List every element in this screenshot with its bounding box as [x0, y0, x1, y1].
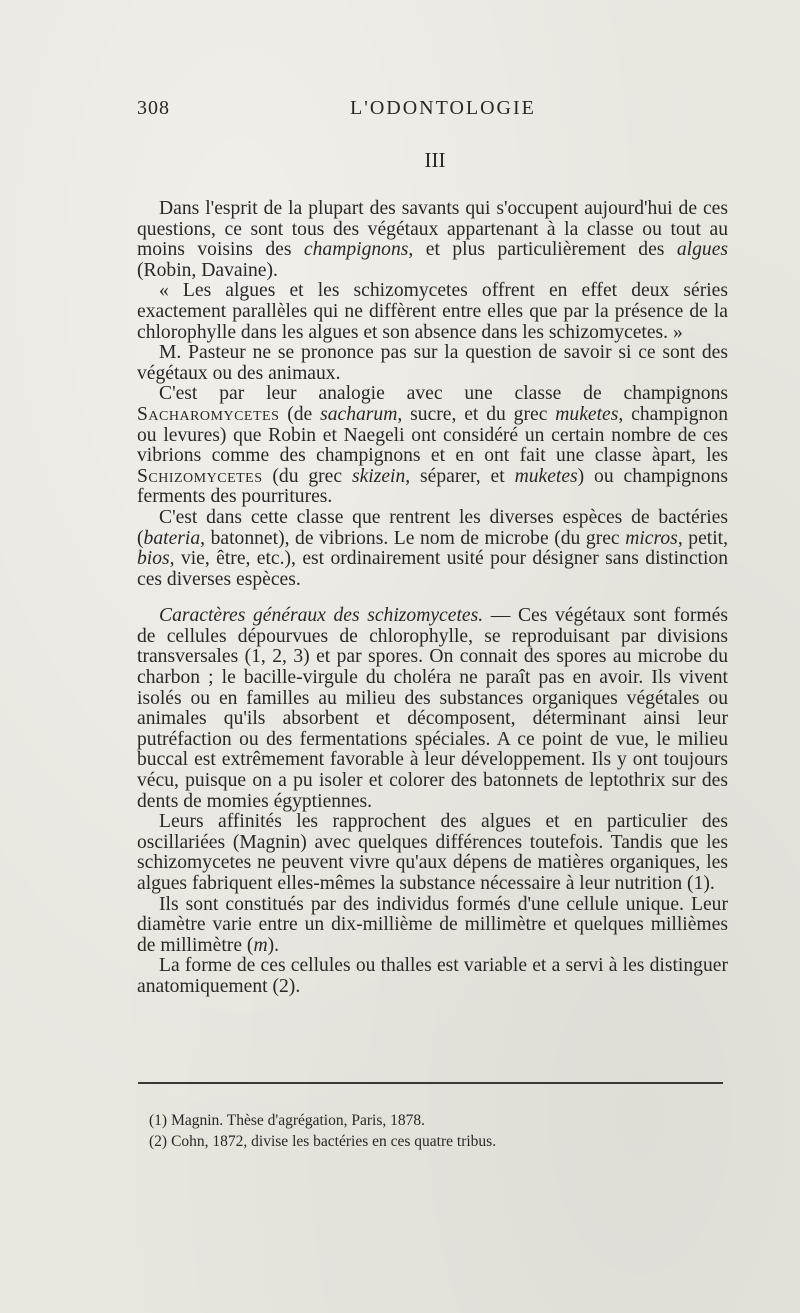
- footnote-1: [149, 1110, 709, 1131]
- footnote-mark: (1): [149, 1112, 168, 1129]
- footnote-divider: [138, 1082, 723, 1084]
- paragraph-8: Ils sont constitués par des individus formés d'une cellule unique. Leur diamètre varie entre un dix-millième de millimètre et quelques millièmes de millimètre (m).: [137, 893, 728, 956]
- section-subtitle: Caractères généraux des schizomycetes.: [159, 605, 484, 627]
- footnotes: [149, 1110, 709, 1152]
- paragraph-1: Dans l'esprit de la plupart des savants qui s'occupent aujourd'hui de ces questions, ce sont tous des végétaux appartenant à la classe ou tout au moins voisins des champignons, et plus particulièrement des algues (Robin, Davaine).: [137, 198, 729, 281]
- paragraph-6: Caractères généraux des schizomycetes. — Ces végétaux sont formés de cellules dépourvues de chlorophylle, se reproduisant par divisions transversales (1, 2, 3) et par spores. On connait des spores au microbe du charbon ; le bacille-virgule du choléra ne paraît pas en avoir. Ils vivent isolés ou en familles au milieu des substances organiques végétales ou animales qu'ils absorbent et décomposent, déterminant ainsi leur putréfaction ou des fermentations spéciales. A ce point de vue, le milieu buccal est extrêmement favorable à leur développement. Ils y ont toujours vécu, puisque on a pu isoler et colorer des batonnets de leptothrix sur des dents de momies égyptiennes.: [137, 605, 728, 812]
- paragraph-7: Leurs affinités les rapprochent des algues et en particulier des oscillariées (Magnin) avec quelques différences toutefois. Tandis que les schizomycetes ne peuvent vivre qu'aux dépens de matières organiques, les algues fabriquent elles-mêmes la substance nécessaire à leur nutrition (1).: [137, 811, 728, 894]
- running-head: L'ODONTOLOGIE: [350, 97, 536, 119]
- paragraph-9: La forme de ces cellules ou thalles est variable et a servi à les distinguer anatomiquement (2).: [137, 955, 728, 997]
- footnote-text: Magnin. Thèse d'agrégation, Paris, 1878.: [171, 1112, 425, 1129]
- page-header: [137, 97, 727, 125]
- paragraph-5: C'est dans cette classe que rentrent les diverses espèces de bactéries (bateria, batonnet), de vibrions. Le nom de microbe (du grec micros, petit, bios, vie, être, etc.), est ordinairement usité pour désigner sans distinction ces diverses espèces.: [137, 506, 728, 590]
- paragraph-3: M. Pasteur ne se prononce pas sur la question de savoir si ce sont des végétaux ou des animaux.: [137, 342, 728, 384]
- footnote-mark: (2): [149, 1133, 168, 1150]
- page-number: 308: [137, 97, 170, 119]
- section-number: III: [424, 148, 446, 172]
- footnote-2: [149, 1131, 709, 1152]
- paragraph-4: C'est par leur analogie avec une classe de champignons Sacharomycetes (de sacharum, sucre, et du grec muketes, champignon ou levures) que Robin et Naegeli ont considéré un certain nombre de ces vibrions comme des champignons et en ont fait une classe àpart, les Schizomycetes (du grec skizein, séparer, et muketes) ou champignons ferments des pourritures.: [137, 383, 728, 508]
- paragraph-2: « Les algues et les schizomycetes offrent en effet deux séries exactement parallèles qui ne diffèrent entre elles que par la présence de la chlorophylle dans les algues et son absence dans les schizomycetes. »: [137, 280, 728, 343]
- footnote-text: Cohn, 1872, divise les bactéries en ces quatre tribus.: [171, 1133, 497, 1150]
- body-text: [137, 199, 728, 998]
